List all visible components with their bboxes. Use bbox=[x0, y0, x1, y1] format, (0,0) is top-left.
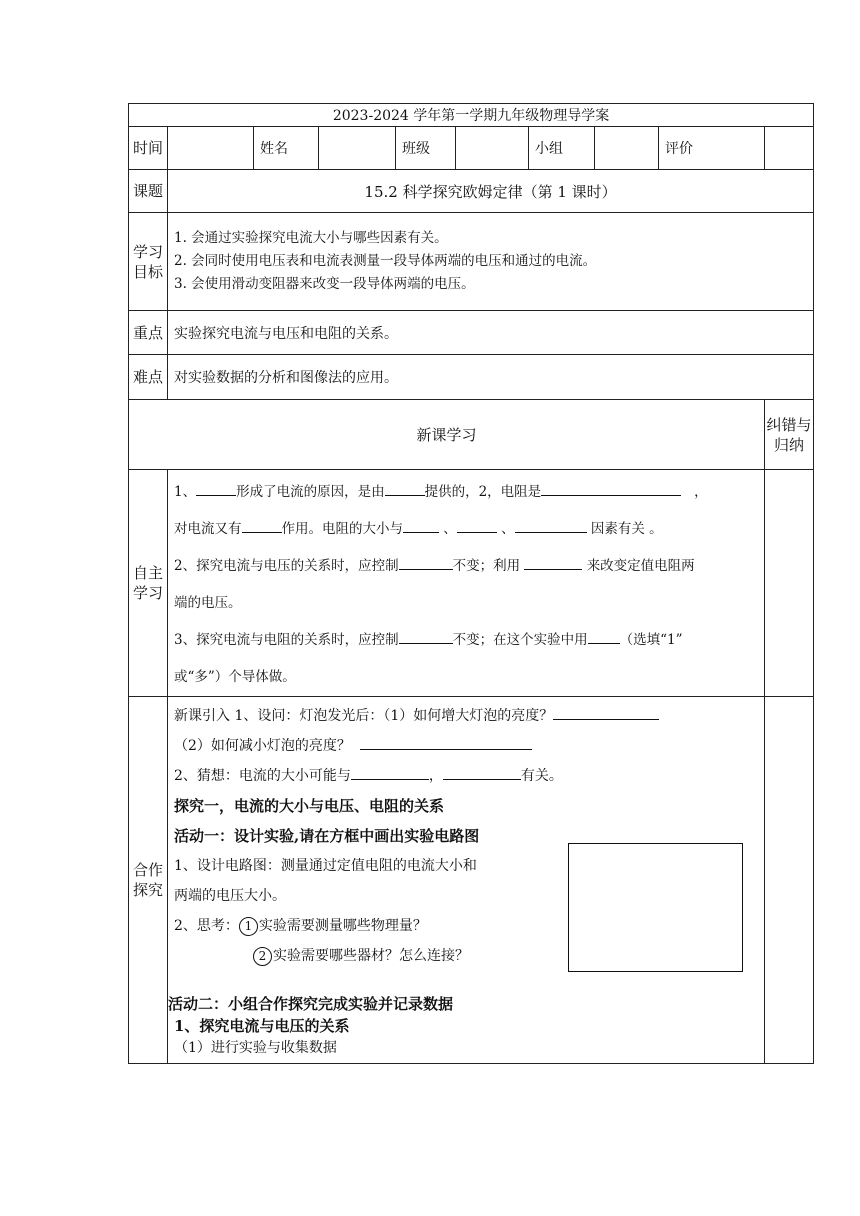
objectives-label: 学习目标 bbox=[129, 213, 168, 311]
time-field[interactable] bbox=[168, 127, 254, 170]
difficulty-value: 对实验数据的分析和图像法的应用。 bbox=[168, 355, 814, 400]
eval-label: 评价 bbox=[659, 127, 765, 170]
self-study-q2-line2: 端的电压。 bbox=[174, 595, 242, 611]
self-study-q2-line1: 2、探究电流与电压的关系时，应控制 不变；利用 来改变定值电阻两 bbox=[174, 548, 758, 585]
cooperative-content bbox=[168, 697, 765, 1064]
self-study-label: 自主学习 bbox=[129, 470, 168, 697]
self-study-q3-line2: 或“多”）个导体做。 bbox=[174, 669, 296, 685]
think-line-2: 2 实验需要哪些器材？怎么连接？ bbox=[174, 941, 758, 971]
circled-number-2: 2 bbox=[253, 947, 272, 966]
eval-field[interactable] bbox=[765, 127, 814, 170]
blank-field[interactable] bbox=[541, 481, 681, 496]
blank-field[interactable] bbox=[457, 518, 497, 533]
blank-field[interactable] bbox=[403, 518, 439, 533]
class-label: 班级 bbox=[396, 127, 456, 170]
group-field[interactable] bbox=[595, 127, 659, 170]
circled-number-1: 1 bbox=[239, 917, 258, 936]
cooperative-correction-cell[interactable] bbox=[765, 697, 814, 1064]
key-point-label: 重点 bbox=[129, 311, 168, 355]
objectives-list bbox=[168, 213, 814, 311]
objective-item: 3. 会使用滑动变阻器来改变一段导体两端的电压。 bbox=[174, 276, 475, 292]
self-study-q1-line1: 1、 形成了电流的原因，是由 提供的，2，电阻是 ， bbox=[174, 474, 758, 511]
name-field[interactable] bbox=[319, 127, 396, 170]
key-point-value: 实验探究电流与电压和电阻的关系。 bbox=[168, 311, 814, 355]
self-study-correction-cell[interactable] bbox=[765, 470, 814, 697]
intro-line-1: 新课引入 1、设问：灯泡发光后：（1）如何增大灯泡的亮度？ bbox=[174, 701, 758, 731]
group-label: 小组 bbox=[529, 127, 595, 170]
blank-field[interactable] bbox=[515, 518, 587, 533]
self-study-content bbox=[168, 470, 765, 697]
sub-section-heading: 1、探究电流与电压的关系 bbox=[174, 1017, 350, 1035]
objective-item: 1. 会通过实验探究电流大小与哪些因素有关。 bbox=[174, 230, 448, 246]
name-label: 姓名 bbox=[254, 127, 319, 170]
blank-field[interactable] bbox=[399, 629, 453, 644]
blank-field[interactable] bbox=[588, 629, 620, 644]
time-label: 时间 bbox=[129, 127, 168, 170]
activity-two-heading: 活动二：小组合作探究完成实验并记录数据 bbox=[168, 995, 454, 1013]
blank-field[interactable] bbox=[242, 518, 282, 533]
blank-field[interactable] bbox=[385, 481, 425, 496]
topic-label: 课题 bbox=[129, 170, 168, 213]
difficulty-label: 难点 bbox=[129, 355, 168, 400]
circuit-diagram-box[interactable] bbox=[568, 843, 743, 972]
blank-field[interactable] bbox=[360, 735, 532, 750]
cooperative-label: 合作探究 bbox=[129, 697, 168, 1064]
activity-one-heading: 活动一：设计实验,请在方框中画出实验电路图 bbox=[174, 827, 480, 845]
sub-step-line: （1）进行实验与收集数据 bbox=[174, 1040, 337, 1056]
self-study-q1-line2: 对电流又有 作用。电阻的大小与 、 、 因素有关 。 bbox=[174, 511, 758, 548]
worksheet bbox=[128, 103, 813, 1064]
blank-field[interactable] bbox=[351, 765, 429, 780]
class-field[interactable] bbox=[456, 127, 529, 170]
correction-label: 纠错与归纳 bbox=[765, 400, 814, 470]
page-title: 2023-2024 学年第一学期九年级物理导学案 bbox=[129, 104, 814, 127]
new-lesson-heading: 新课学习 bbox=[129, 400, 765, 470]
blank-field[interactable] bbox=[553, 705, 659, 720]
design-line-2: 两端的电压大小。 bbox=[174, 888, 286, 904]
think-line-1: 2、思考： 1 实验需要测量哪些物理量？ bbox=[174, 918, 427, 934]
blank-field[interactable] bbox=[196, 481, 236, 496]
design-line-1: 1、设计电路图：测量通过定值电阻的电流大小和 bbox=[174, 858, 477, 874]
blank-field[interactable] bbox=[399, 555, 453, 570]
self-study-q3-line1: 3、探究电流与电阻的关系时，应控制 不变；在这个实验中用 （选填“1” bbox=[174, 622, 758, 659]
guess-line: 2、猜想：电流的大小可能与 ， 有关。 bbox=[174, 761, 758, 791]
worksheet-table bbox=[128, 103, 814, 1064]
intro-line-2: （2）如何减小灯泡的亮度？ bbox=[174, 731, 758, 761]
explore-one-heading: 探究一，电流的大小与电压、电阻的关系 bbox=[174, 797, 445, 815]
blank-field[interactable] bbox=[443, 765, 521, 780]
objective-item: 2. 会同时使用电压表和电流表测量一段导体两端的电压和通过的电流。 bbox=[174, 253, 597, 269]
blank-field[interactable] bbox=[524, 555, 582, 570]
topic-value: 15.2 科学探究欧姆定律（第 1 课时） bbox=[168, 170, 814, 213]
